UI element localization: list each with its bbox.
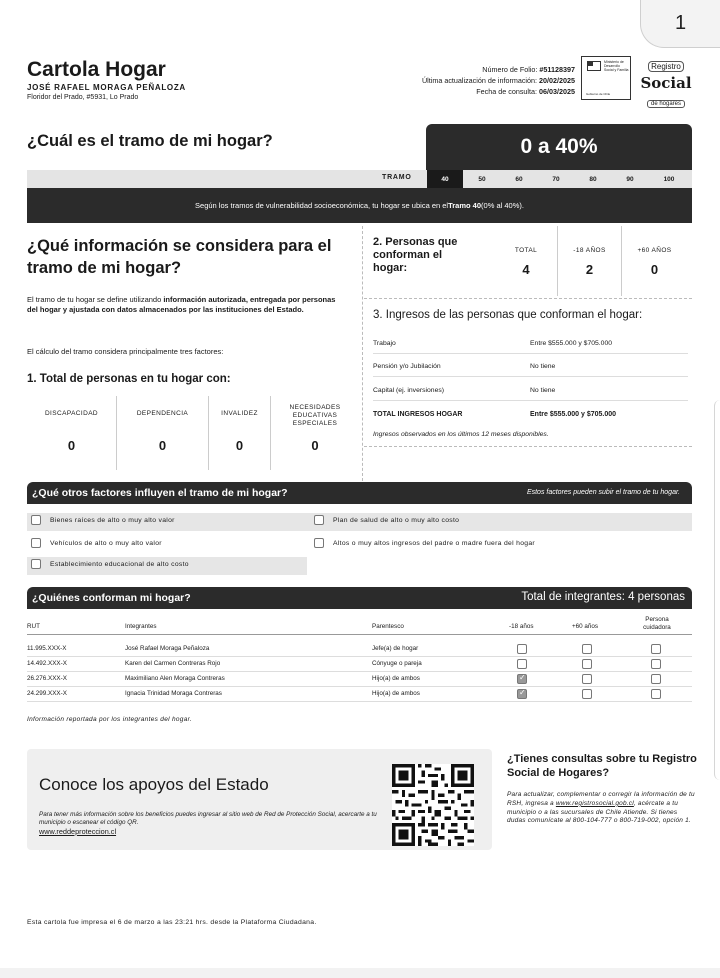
divider: [364, 298, 692, 299]
factor-value: 0: [235, 438, 244, 453]
query-label: Fecha de consulta:: [476, 87, 538, 96]
consultas-text: [507, 791, 697, 826]
factor-label: DEPENDENCIA: [136, 410, 189, 417]
income-value: No tiene: [530, 363, 556, 370]
info-question: ¿Qué información se considera para el tramo de mi hogar?: [27, 237, 332, 277]
persons-grid: [495, 226, 687, 296]
cuid-checkbox: [651, 674, 661, 684]
registro-social-link[interactable]: www.registrosocial.gob.cl: [555, 799, 634, 807]
factor-checkbox: [31, 515, 41, 525]
info-factors-intro: El cálculo del tramo considera principalmente tres factores:: [27, 347, 224, 356]
info-paragraph: [27, 295, 347, 315]
factor-item-label: Altos o muy altos ingresos del padre o madre fuera del hogar: [333, 540, 535, 547]
menor-checkbox: [517, 674, 527, 684]
persons-label: -18 AÑOS: [573, 247, 606, 254]
owner-address: Floridor del Prado, #5931, Lo Prado: [27, 94, 139, 101]
factor-value: 0: [311, 438, 319, 453]
tramo-question: ¿Cuál es el tramo de mi hogar?: [27, 132, 273, 150]
folio-label: Número de Folio:: [482, 65, 538, 74]
section-2-title: 2. Personas que conforman el hogar:: [373, 236, 458, 274]
income-label: Capital (ej. inversiones): [373, 387, 445, 394]
tramo-scale-100: 100: [663, 175, 675, 183]
integrante-name-cell: José Rafael Moraga Peñaloza: [125, 645, 210, 652]
tramo-scale: [27, 170, 692, 188]
persons-mayores: [621, 226, 687, 296]
factor-label: NECESIDADES EDUCATIVAS ESPECIALES: [289, 404, 341, 427]
factor-checkbox: [31, 538, 41, 548]
persons-value: 0: [650, 262, 659, 277]
factor-checkbox: [314, 538, 324, 548]
update-date: 20/02/2025: [539, 76, 575, 85]
factor-grid: [27, 396, 359, 470]
page-bottom-edge: [0, 968, 720, 978]
page-number-badge: 1: [640, 0, 720, 48]
registro-social-logo: [638, 56, 694, 107]
cuid-checkbox: [651, 644, 661, 654]
income-row-capital: [373, 380, 688, 401]
col-menores: -18 años: [509, 623, 534, 630]
consultas-title: ¿Tienes consultas sobre tu Registro Social de Hogares?: [507, 753, 697, 779]
col-cuidadora: Persona cuidadora: [643, 616, 671, 631]
persons-menores: [557, 226, 621, 296]
otros-title: ¿Qué otros factores influyen el tramo de mi hogar?: [32, 487, 288, 499]
info-p1-b: información autorizada, entregada por personas del hogar y ajustada con datos almacenados por las instituciones del Estado.: [27, 295, 336, 314]
tramo-scale-80: 80: [589, 175, 597, 183]
otros-factores-header: [27, 482, 692, 504]
otros-row-3: [27, 557, 307, 575]
otros-row-1: [27, 513, 692, 531]
table-row: [27, 672, 692, 687]
tramo-scale-70: 70: [552, 175, 560, 183]
rsh-logo-bot: de hogares: [647, 100, 685, 108]
parentesco-cell: Hijo(a) de ambos: [372, 690, 420, 697]
factor-invalidez: [209, 396, 271, 470]
rut-cell: 14.492.XXX-X: [27, 660, 67, 667]
income-row-pension: [373, 356, 688, 377]
integrantes-table-header: [27, 613, 692, 635]
scroll-edge: [714, 400, 720, 780]
rsh-logo-mid: Social: [640, 74, 692, 92]
factor-value: 0: [67, 438, 76, 453]
parentesco-cell: Cónyuge o pareja: [372, 660, 422, 667]
integrantes-header: [27, 587, 692, 609]
otros-row-2: [27, 536, 692, 554]
factor-nee: [271, 396, 359, 470]
ministerio-logo: [581, 56, 631, 100]
rut-cell: 24.299.XXX-X: [27, 690, 67, 697]
factor-checkbox: [314, 515, 324, 525]
cuid-checkbox: [651, 689, 661, 699]
ministerio-foot: Gobierno de Chile: [586, 92, 611, 96]
col-mayores: +60 años: [572, 623, 599, 630]
divider: [364, 446, 692, 447]
document-title: Cartola Hogar: [27, 58, 166, 81]
col-integrantes: Integrantes: [125, 623, 157, 630]
table-row: [27, 657, 692, 672]
persons-total: [495, 226, 557, 296]
menor-checkbox: [517, 689, 527, 699]
factor-item-label: Plan de salud de alto o muy alto costo: [333, 517, 460, 524]
mayor-checkbox: [582, 674, 592, 684]
integrantes-title: ¿Quiénes conforman mi hogar?: [32, 592, 191, 604]
section-3-title: 3. Ingresos de las personas que conforman el hogar:: [373, 309, 643, 321]
persons-label: TOTAL: [514, 247, 538, 254]
income-total-value: Entre $555.000 y $705.000: [530, 411, 617, 418]
info-p1-a: El tramo de tu hogar se define utilizando: [27, 295, 164, 304]
qr-code-icon[interactable]: [392, 764, 474, 846]
integrante-name-cell: Karen del Carmen Contreras Rojo: [125, 660, 221, 667]
print-footer: Esta cartola fue impresa el 6 de marzo a las 23:21 hrs. desde la Plataforma Ciudadana.: [27, 919, 317, 926]
owner-name: JOSÉ RAFAEL MORAGA PEÑALOZA: [27, 83, 186, 92]
factor-item-label: Establecimiento educacional de alto costo: [50, 561, 189, 568]
factor-label: INVALIDEZ: [221, 410, 258, 417]
integrante-name-cell: Ignacia Trinidad Moraga Contreras: [125, 690, 222, 697]
rut-cell: 11.995.XXX-X: [27, 645, 67, 652]
factor-item-label: Vehículos de alto o muy alto valor: [50, 540, 162, 547]
band-text-bold: Tramo 40: [448, 201, 482, 210]
tramo-scale-50: 50: [478, 175, 486, 183]
band-text-post: (0% al 40%).: [481, 201, 524, 210]
table-row: [27, 642, 692, 657]
income-value: Entre $555.000 y $705.000: [530, 340, 613, 347]
mayor-checkbox: [582, 689, 592, 699]
income-row-trabajo: [373, 333, 688, 354]
menor-checkbox: [517, 644, 527, 654]
rut-cell: 26.276.XXX-X: [27, 675, 67, 682]
parentesco-cell: Jefe(a) de hogar: [372, 645, 419, 652]
factor-value: 0: [158, 438, 167, 453]
red-proteccion-link[interactable]: www.reddeproteccion.cl: [39, 827, 117, 836]
table-row: [27, 687, 692, 702]
income-label: Trabajo: [373, 340, 396, 347]
integrantes-total: Total de integrantes: 4 personas: [521, 591, 685, 603]
tramo-value: 0 a 40%: [426, 124, 692, 170]
mayor-checkbox: [582, 659, 592, 669]
factor-item-label: Bienes raíces de alto o muy alto valor: [50, 517, 175, 524]
rsh-logo-top: Registro: [648, 61, 684, 72]
parentesco-cell: Hijo(a) de ambos: [372, 675, 420, 682]
integrante-name-cell: Maximiliano Alen Moraga Contreras: [125, 675, 225, 682]
apoyos-title: Conoce los apoyos del Estado: [39, 775, 269, 794]
persons-value: 4: [522, 262, 530, 277]
folio-number: #51128397: [539, 65, 575, 74]
factor-checkbox: [31, 559, 41, 569]
factor-label: DISCAPACIDAD: [44, 410, 99, 417]
otros-note: Estos factores pueden subir el tramo de tu hogar.: [526, 489, 680, 496]
consultas-text-b: , acércate a tu municipio o a las sucursales de Chile Atiende. Si tienes dudas comunícate al 800-104-777 o 800-719-002, opción 1.: [507, 799, 691, 825]
menor-checkbox: [517, 659, 527, 669]
folio-meta: [422, 64, 575, 97]
band-text-pre: Según los tramos de vulnerabilidad socioeconómica, tu hogar se ubica en el: [195, 201, 449, 210]
income-value: No tiene: [530, 387, 556, 394]
income-total-label: TOTAL INGRESOS HOGAR: [373, 411, 463, 418]
persons-label: +60 AÑOS: [637, 247, 672, 254]
apoyos-text: Para tener más información sobre los beneficios puedes ingresar al sitio web de Red de Protección Social, acercarte a tu municipio o escanear el código QR.: [39, 811, 377, 826]
chile-flag-icon: [587, 61, 601, 71]
income-label: Pensión y/o Jubilación: [373, 363, 441, 370]
ministerio-text: Ministerio de Desarrollo Social y Familia: [604, 60, 629, 72]
factor-discapacidad: [27, 396, 117, 470]
persons-value: 2: [585, 262, 594, 277]
update-label: Última actualización de información:: [421, 76, 538, 85]
col-rut: RUT: [27, 623, 40, 630]
income-total-row: [373, 411, 688, 418]
mayor-checkbox: [582, 644, 592, 654]
tramo-scale-40: 40: [427, 170, 463, 188]
section-1-title: 1. Total de personas en tu hogar con:: [27, 373, 231, 385]
column-divider: [362, 226, 363, 481]
query-date: 06/03/2025: [539, 87, 575, 96]
tramo-explanation: [27, 188, 692, 223]
integrantes-note: Información reportada por los integrantes del hogar.: [27, 716, 192, 723]
factor-dependencia: [117, 396, 209, 470]
tramo-scale-60: 60: [515, 175, 523, 183]
cuid-checkbox: [651, 659, 661, 669]
tramo-scale-90: 90: [626, 175, 634, 183]
income-note: Ingresos observados en los últimos 12 meses disponibles.: [373, 431, 549, 438]
consultas-text-a: Para actualizar, complementar o corregir la información de tu RSH, ingresa a: [507, 791, 695, 807]
tramo-scale-label: TRAMO: [382, 174, 412, 181]
col-parentesco: Parentesco: [372, 623, 404, 630]
